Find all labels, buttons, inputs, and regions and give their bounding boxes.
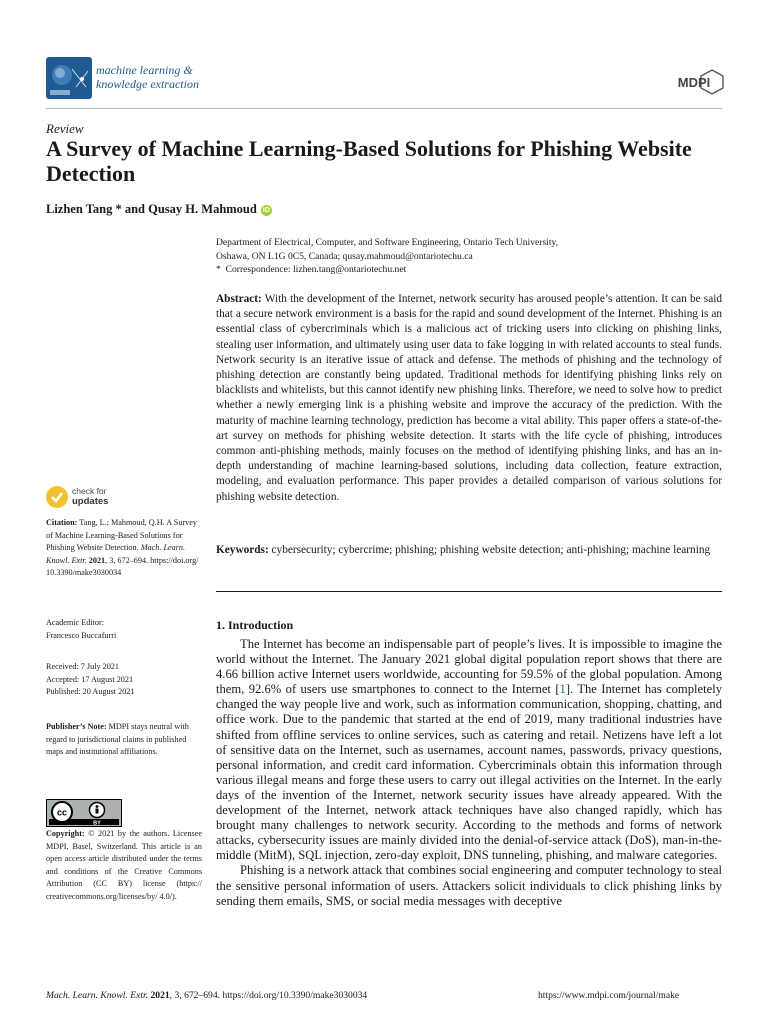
introduction-body (216, 637, 722, 909)
citation-label: Citation: (46, 518, 78, 527)
received-date: Received: 7 July 2021 (46, 662, 119, 671)
check-updates-line2: updates (72, 496, 109, 507)
publisher-note-text: MDPI stays neutral with regard to jurisdictional claims in published maps and institutional affiliations. (46, 722, 189, 756)
copyright-block (46, 828, 202, 903)
journal-logo (46, 57, 92, 99)
editor-label: Academic Editor: (46, 618, 104, 627)
svg-text:cc: cc (56, 807, 68, 818)
section-divider (216, 591, 722, 592)
keywords-label: Keywords: (216, 544, 269, 556)
footer-journal-url[interactable]: https://www.mdpi.com/journal/make (538, 990, 680, 1001)
dates-block (46, 661, 202, 699)
citation-block (46, 517, 202, 580)
cc-by-label: BY (93, 820, 101, 826)
paragraph: Phishing is a network attack that combines social engineering and computer technology to steal the sensitive personal information of users. Attackers solicit individuals to click phishing links by sending them emails, SMS, or social media messages with deceptive (216, 863, 722, 908)
correspondence (216, 263, 722, 277)
check-updates-icon (46, 486, 68, 508)
publisher-note-label: Publisher’s Note: (46, 722, 107, 731)
academic-editor-block (46, 617, 202, 642)
citation-journal: Mach. Learn. Knowl. Extr. (46, 543, 186, 565)
article-title: A Survey of Machine Learning-Based Solutions for Phishing Website Detection (46, 136, 692, 186)
keywords (216, 543, 722, 558)
affiliation-line1: Department of Electrical, Computer, and Software Engineering, Ontario Tech University, (216, 237, 559, 248)
citation-year: 2021 (88, 555, 106, 565)
check-for-updates-badge[interactable] (46, 485, 166, 513)
cc-by-license-badge[interactable] (46, 799, 122, 827)
paragraph (216, 637, 722, 863)
abstract-label: Abstract: (216, 293, 262, 305)
copyright-label: Copyright: (46, 829, 85, 838)
correspondence-mark: * (216, 264, 221, 275)
orcid-icon[interactable]: iD (262, 207, 270, 214)
check-updates-line1: check for (72, 486, 107, 496)
paragraph-text: The Internet has become an indispensable part of people’s lives. It is impossible to imagine the world without the Internet. The January 2021 global digital population report shows that there are 4.66 billion active Internet users worldwide, accounting for 59.5% of the global population. Among them, 92.6% of users use smartphones to connect to the Internet [ (216, 637, 722, 697)
footer-year: 2021 (150, 990, 170, 1001)
editor-name: Francesco Buccafurri (46, 630, 117, 640)
affiliation (216, 236, 722, 277)
mdpi-logo (668, 68, 724, 96)
authors (46, 202, 272, 217)
journal-name-line1: machine learning & (96, 63, 193, 77)
publisher-note (46, 721, 202, 759)
author-names: Lizhen Tang * and Qusay H. Mahmoud (46, 202, 257, 216)
abstract-text: With the development of the Internet, network security has aroused people’s attention. It can be said that a secure network environment is a basis for the rapid and sound development of the Internet. Phishing is an essential class of cybercriminals which is a malicious act of tricking users into clicking on phishing links, stealing user information, and ultimately using user data to fake logging in with related accounts to steal funds. Network security is an iterative issue of attack and defense. The methods of phishing and the technology of phishing detection are constantly being updated. Traditional methods for identifying phishing links rely on blacklists and whitelists, but this cannot identify new phishing links. Therefore, we need to solve how to predict whether a newly emerging link is a phishing website and improve the accuracy of the prediction. With the maturity of machine learning technology, prediction has become a vital ability. This paper offers a state-of-the-art survey on methods for phishing website detection. It starts with the life cycle of phishing, introduces common anti-phishing methods, mainly focuses on the method of identifying phishing links, and has an in-depth understanding of machine learning-based solutions, including data collection, feature extraction, modeling, and evaluation performance. This paper provides a detailed comparison of various solutions for phishing website detection. (216, 293, 723, 503)
citation-text: Tang, L.; Mahmoud, Q.H. A Survey of Machine Learning-Based Solutions for Phishing Website Detection. (46, 518, 197, 552)
mdpi-logo-text: MDPI (677, 75, 711, 90)
reference-link[interactable]: 1 (559, 682, 566, 697)
footer-journal: Mach. Learn. Knowl. Extr. (46, 990, 149, 1001)
keywords-text: cybersecurity; cybercrime; phishing; phishing website detection; anti-phishing; machine learning (271, 544, 711, 556)
citation-doi[interactable]: , 3, 672–694. https://doi.org/ 10.3390/make3030034 (46, 555, 199, 577)
affiliation-line2: Oshawa, ON L1G 0C5, Canada; qusay.mahmoud@ontariotechu.ca (216, 250, 473, 262)
check-updates-text (72, 486, 108, 507)
accepted-date: Accepted: 17 August 2021 (46, 674, 134, 684)
paragraph-text: ]. The Internet has completely changed the way people live and work, such as information communication, shopping, chatting, and office work. Due to the pandemic that started at the end of 2019, many traditional industries have shifted from offline services to online services, such as catering and retail. Netizens have left a lot of sensitive data on the Internet, such as usernames, account names, passwords, privacy questions, personal information, and credit card information. Cybercriminals obtain this information through various illegal means and forge these users to carry out illegal activities on the Internet. In the early days of the invention of the Internet, network security issues have already appeared. With the development of the Internet, network attack techniques have also changed rapidly, which has brought many challenges to network security. According to the methods and forms of network attacks, cybersecurity issues are mainly divided into the denial-of-service attack (DoS), man-in-the-middle (MitM), SQL injection, zero-day exploit, DNS tunneling, phishing, and malware categories. (216, 682, 722, 863)
footer-doi[interactable]: , 3, 672–694. https://doi.org/10.3390/make3030034 (169, 990, 368, 1001)
copyright-text: © 2021 by the authors. Licensee MDPI, Basel, Switzerland. This article is an open access article distributed under the terms and conditions of the Creative Commons Attribution (CC BY) license (https:// creativecommons.org/licenses/by/ 4.0/). (46, 829, 203, 901)
brain-network-icon (46, 57, 92, 99)
footer-citation (46, 990, 367, 1001)
article-type: Review (46, 121, 84, 136)
section-heading: 1. Introduction (216, 618, 294, 632)
correspondence-text: Correspondence: lizhen.tang@ontariotechu.net (225, 264, 407, 275)
header-rule (46, 108, 722, 109)
journal-name-line2: knowledge extraction (96, 77, 199, 91)
abstract (216, 292, 722, 505)
published-date: Published: 20 August 2021 (46, 687, 135, 696)
journal-name (96, 63, 199, 91)
